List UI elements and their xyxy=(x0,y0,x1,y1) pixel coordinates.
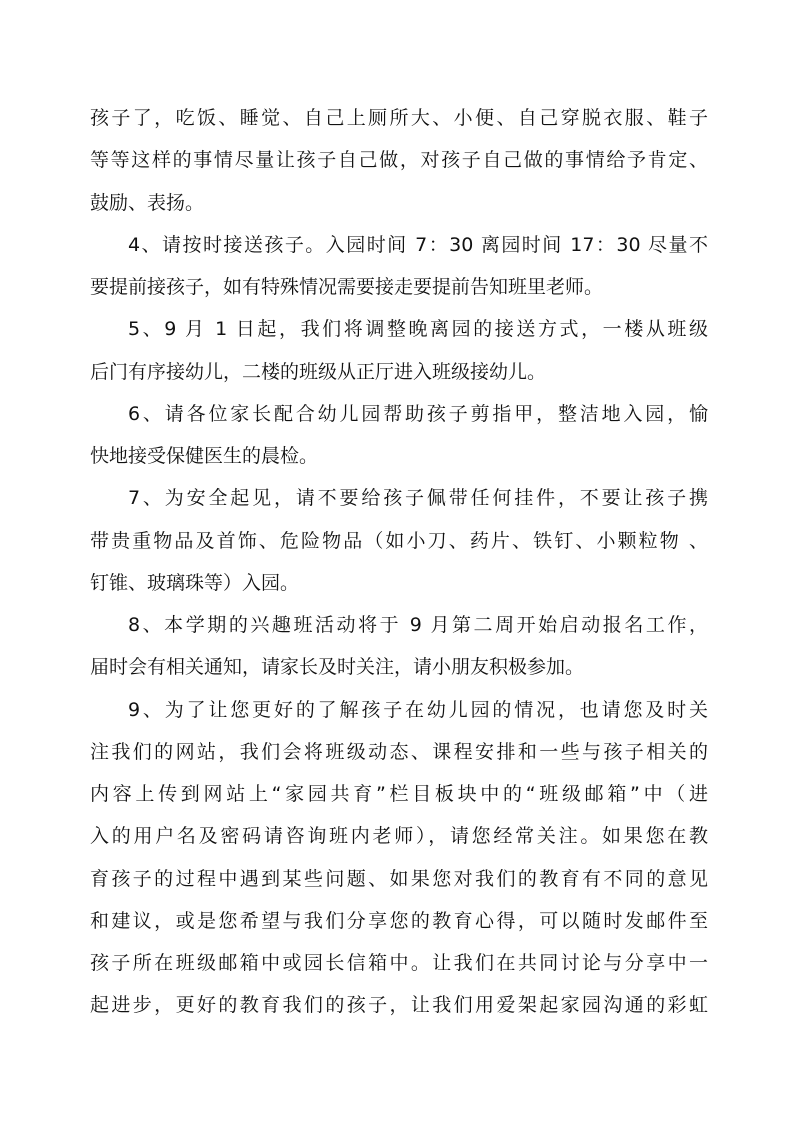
text-line: 要提前接孩子，如有特殊情况需要接走要提前告知班里老师。 xyxy=(90,276,604,298)
text-line: 8、本学期的兴趣班活动将于 9 月第二周开始启动报名工作， xyxy=(128,614,708,636)
text-line: 带贵重物品及首饰、危险物品（如小刀、药片、铁钉、小颗粒物 、 xyxy=(90,529,708,552)
text-line: 入的用户名及密码请咨询班内老师），请您经常关注。如果您在教 xyxy=(90,825,708,848)
text-line: 届时会有相关通知，请家长及时关注，请小朋友积极参加。 xyxy=(90,656,585,679)
text-line: 7、为安全起见，请不要给孩子佩带任何挂件，不要让孩子携 xyxy=(128,487,708,510)
text-line: 4、请按时接送孩子。入园时间 7：30 离园时间 17：30 尽量不 xyxy=(128,233,708,256)
text-line: 育孩子的过程中遇到某些问题、如果您对我们的教育有不同的意见 xyxy=(90,867,708,890)
text-line: 5、9 月 1 日起，我们将调整晚离园的接送方式，一楼从班级 xyxy=(128,318,708,341)
document-body xyxy=(90,97,708,1027)
text-line: 和建议，或是您希望与我们分享您的教育心得，可以随时发邮件至 xyxy=(90,909,708,932)
text-line: 起进步，更好的教育我们的孩子，让我们用爱架起家园沟通的彩虹 xyxy=(90,994,708,1017)
text-line: 9、为了让您更好的了解孩子在幼儿园的情况，也请您及时关 xyxy=(128,698,708,721)
text-line: 等等这样的事情尽量让孩子自己做，对孩子自己做的事情给予肯定、 xyxy=(90,149,708,172)
text-line: 钉锥、玻璃珠等）入园。 xyxy=(90,571,300,594)
text-line: 孩子了，吃饭、睡觉、自己上厕所大、小便、自己穿脱衣服、鞋子 xyxy=(90,107,708,129)
text-line: 孩子所在班级邮箱中或园长信箱中。让我们在共同讨论与分享中一 xyxy=(90,952,708,974)
text-line: 快地接受保健医生的晨检。 xyxy=(90,445,319,467)
text-line: 鼓励、表扬。 xyxy=(90,191,205,214)
text-line: 6、请各位家长配合幼儿园帮助孩子剪指甲，整洁地入园，愉 xyxy=(128,402,708,425)
text-line: 内容上传到网站上“家园共育”栏目板块中的“班级邮箱”中（进 xyxy=(90,783,708,805)
text-line: 后门有序接幼儿，二楼的班级从正厅进入班级接幼儿。 xyxy=(90,360,547,383)
text-line: 注我们的网站，我们会将班级动态、课程安排和一些与孩子相关的 xyxy=(90,740,708,763)
